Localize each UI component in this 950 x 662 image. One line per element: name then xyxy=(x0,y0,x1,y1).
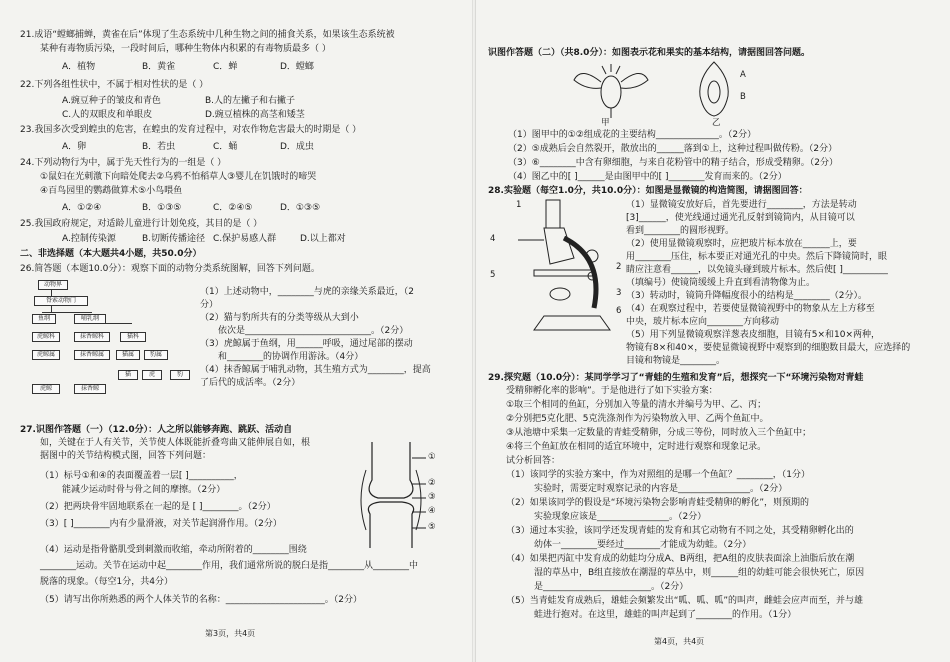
q25-option-b: B.切断传播途径 xyxy=(142,234,206,244)
q24-option-a: A．①②④ xyxy=(62,203,102,213)
microscope-label-5: 5 xyxy=(490,270,496,280)
q28-part5c: 目镜和物镜是________。 xyxy=(626,356,726,366)
animal-classification-tree xyxy=(30,280,200,410)
tree-mammal-class: 哺乳纲 xyxy=(74,314,106,324)
tree-fish-class: 鱼纲 xyxy=(32,314,56,324)
q26-part2b: 依次是____________________________。（2分） xyxy=(218,326,409,336)
q21-option-d: D．螳螂 xyxy=(280,62,314,72)
q25-text: 25.我国政府规定，对适龄儿童进行计划免疫，其目的是（ ） xyxy=(20,219,263,229)
q27-part5: （5）请写出你所熟悉的两个人体关节的名称：______________________。（2分） xyxy=(40,595,362,605)
flower-part1: （1）图甲中的①②组成花的主要结构______________。（2分） xyxy=(508,130,757,140)
q29-answer-3b: 幼体一________要经过________才能成为幼蛙。（2分） xyxy=(534,540,752,550)
q28-part3: （3）转动时，镜筒升降幅度很小的结构是________（2分）。 xyxy=(626,291,867,301)
tree-level1: 脊索动物门 xyxy=(34,296,88,306)
q24-option-c: C．②④⑤ xyxy=(213,203,253,213)
q29-answer-5: （5）当青蛙发育成熟后，雄蛙会频繁发出“呱、呱、呱”的叫声，雌蛙会应声而至，并与雄 xyxy=(506,596,864,606)
q29-answer-1: （1）该同学的实验方案中，作为对照组的是哪一个鱼缸？________，（1分） xyxy=(506,470,810,480)
q27-part1: （1）标号①和④的表面覆盖着一层[ ]__________， xyxy=(40,471,243,481)
q27-part3: （3）[ ]________内有少量滑液，对关节起润滑作用。（2分） xyxy=(40,519,282,529)
q29-text: 29.探究题（10.0分）：某同学学习了“青蛙的生殖和发育”后，想探究一下“环境污染物对青蛙 xyxy=(488,373,864,383)
tree-leopard-genus: 豹属 xyxy=(144,350,168,360)
flower-question-heading: 识图作答题（二）（共8.0分）：如图表示花和果实的基本结构，请据图回答问题。 xyxy=(488,48,810,58)
q29-step-3: ③从池塘中采集一定数量的青蛙受精卵，分成三等份，同时放入三个鱼缸中； xyxy=(506,428,812,438)
q28-part5b: 物镜有8×和40×，要使显微镜视野中观察到的细胞数目最大，应选择的 xyxy=(626,343,911,353)
page-footer-left: 第3页，共4页 xyxy=(205,629,256,638)
q23-text: 23.我国多次受到蝗虫的危害，在蝗虫的发育过程中，对农作物危害最大的时期是（ ） xyxy=(20,125,362,135)
q26-part1b: 分） xyxy=(200,300,219,310)
q28-part2: （2）使用显微镜观察时，应把玻片标本放在______上，要 xyxy=(626,239,857,249)
q23-option-c: C．蛹 xyxy=(213,142,238,152)
q28-part2c: 睛应注意看______，以免镜头碰到玻片标本。然后使[ ]__________ xyxy=(626,265,888,275)
tree-leopard: 豹 xyxy=(170,370,190,380)
q22-text: 22.下列各组性状中，不属于相对性状的是（ ） xyxy=(20,80,209,90)
q28-part4b: 中央，玻片标本应向________方向移动 xyxy=(626,317,780,327)
q29-analysis-label: 试分析回答： xyxy=(506,456,561,466)
tree-cat: 猫 xyxy=(118,370,138,380)
tree-connector xyxy=(51,305,52,312)
microscope-label-1: 1 xyxy=(516,200,522,210)
q27-text-b: 如，关键在于人有关节，关节使人体既能折叠弯曲又能伸展自如，根 xyxy=(40,438,311,448)
q27-part4b: ________运动。关节在运动中起________作用，我们通常所说的脱臼是指________从________中 xyxy=(40,561,419,571)
q28-part2d: （填编号）使镜筒缓缓上升直到看清物像为止。 xyxy=(626,278,816,288)
q26-part3b: 和________的协调作用游泳。（4分） xyxy=(218,352,364,362)
microscope-diagram xyxy=(514,198,624,338)
q26-part1: （1）上述动物中，________与虎的亲缘关系最近，（2 xyxy=(200,287,414,297)
tree-root: 动物界 xyxy=(38,280,68,290)
q24-option-d: D．①③⑤ xyxy=(280,203,321,213)
tree-tiger: 虎 xyxy=(142,370,162,380)
q29-answer-3: （3）通过本实验，该同学还发现青蛙的发育和其它动物有不同之处，其受精卵孵化出的 xyxy=(506,526,854,536)
q27-text-c: 据图中的关节结构模式图，回答下列问题： xyxy=(40,451,212,461)
tree-connector xyxy=(42,312,92,313)
q23-option-b: B．若虫 xyxy=(142,142,176,152)
tree-sperm-whale-family: 抹香鲸科 xyxy=(74,332,110,342)
q24-text: 24.下列动物行为中，属于先天性行为的一组是（ ） xyxy=(20,158,227,168)
q26-part4: （4）抹香鲸属于哺乳动物，其生殖方式为________，提高 xyxy=(200,365,431,375)
figure-label-yi: 乙 xyxy=(712,118,721,128)
q28-part5: （5）用下列显微镜观察洋葱表皮细胞，目镜有5×和10×两种， xyxy=(626,330,880,340)
joint-label-2: ② xyxy=(428,478,436,488)
joint-label-4: ④ xyxy=(428,506,436,516)
page-4 xyxy=(476,0,950,662)
q29-answer-2b: 实验现象应该是________________。（2分） xyxy=(534,512,707,522)
q29-answer-4: （4）如果把丙缸中发育成的幼蛙均分成A、B两组，把A组的皮肤表面涂上油脂后放在潮 xyxy=(506,554,855,564)
q25-option-a: A.控制传染源 xyxy=(62,234,116,244)
q28-part4: （4）在观察过程中，若要使显微镜视野中的物象从左上方移至 xyxy=(626,304,875,314)
q25-option-c: C.保护易感人群 xyxy=(213,234,277,244)
tree-sperm-whale: 抹香鲸 xyxy=(74,384,106,394)
q27-part1b: 能减少运动时骨与骨之间的摩擦。（2分） xyxy=(62,485,226,495)
microscope-label-2: 2 xyxy=(616,262,622,272)
q29-step-1: ①取三个相同的鱼缸，分别加入等量的清水并编号为甲、乙、丙； xyxy=(506,400,767,410)
q27-part2: （2）把两块骨牢固地联系在一起的是 [ ]________。（2分） xyxy=(40,502,276,512)
microscope-label-6: 6 xyxy=(616,306,622,316)
q29-text-b: 受精卵孵化率的影响”。于是他进行了如下实验方案： xyxy=(506,386,718,396)
q21-option-a: A．植物 xyxy=(62,62,96,72)
fruit-label-a: A xyxy=(740,70,746,80)
q25-option-d: D.以上都对 xyxy=(300,234,346,244)
q21-option-c: C．蝉 xyxy=(213,62,238,72)
q29-answer-4c: 是________________________。（2分） xyxy=(534,582,689,592)
q22-option-b: B.人的左撇子和右撇子 xyxy=(205,96,296,106)
tree-orca-family: 虎鲸科 xyxy=(32,332,60,342)
tree-cat-family: 猫科 xyxy=(120,332,146,342)
q24-line-2: ④百鸟园里的鹦鹉做算术⑤小鸟喂鱼 xyxy=(40,186,183,196)
section-2-heading: 二、非选择题（本大题共4小题，共50.0分） xyxy=(20,249,202,259)
q24-line-1: ①鼠妇在光刺激下向暗处爬去②乌鸦不怕稻草人③婴儿在饥饿时的啼哭 xyxy=(40,172,317,182)
q26-part2: （2）猫与豹所共有的分类等级从大到小 xyxy=(200,313,359,323)
q22-option-c: C.人的双眼皮和单眼皮 xyxy=(62,110,153,120)
flower-part4: （4）图乙中的[ ]______是由图甲中的[ ]________发育而来的。（2分） xyxy=(508,172,787,182)
q27-text: 27.识图作答题（一）（12.0分）：人之所以能够奔跑、跳跃、活动自 xyxy=(20,425,293,435)
tree-orca: 虎鲸 xyxy=(32,384,60,394)
joint-label-3: ③ xyxy=(428,492,436,502)
q23-option-a: A．卵 xyxy=(62,142,87,152)
tree-connector xyxy=(90,323,132,324)
page-3 xyxy=(0,0,474,662)
microscope-label-3: 3 xyxy=(616,288,622,298)
tree-sperm-whale-genus: 抹香鲸属 xyxy=(74,350,110,360)
q26-part3: （3）虎鲸属于鱼纲，用______呼吸，通过尾部的摆动 xyxy=(200,339,413,349)
q28-part2b: 用________压住，标本要正对通光孔的中央。然后下降镜筒时，眼 xyxy=(626,252,888,262)
q26-part4b: 了后代的成活率。（2分） xyxy=(200,378,301,388)
q27-part4: （4）运动是指骨骼肌受到刺激而收缩，牵动所附着的________围绕 xyxy=(40,545,307,555)
q22-option-a: A.豌豆种子的皱皮和青色 xyxy=(62,96,161,106)
joint-label-1: ① xyxy=(428,452,436,462)
q28-part1c: 看到________的圆形视野。 xyxy=(626,226,735,236)
q24-option-b: B．①③⑤ xyxy=(142,203,182,213)
q26-text: 26.简答题（本题10.0分）：观察下面的动物分类系统图解，回答下列问题。 xyxy=(20,264,320,274)
flower-diagram xyxy=(566,62,656,118)
flower-part3: （3）⑥________中含有卵细胞，与来自花粉管中的精子结合，形成受精卵。（2分） xyxy=(508,158,839,168)
tree-connector xyxy=(51,289,52,296)
q29-answer-5b: 蛙进行抱对。在这里，雄蛙的叫声起到了________的作用。（1分） xyxy=(534,610,797,620)
q28-part1: （1）显微镜安放好后，首先要进行________，方法是转动 xyxy=(626,200,857,210)
q28-part1b: [3]______，使光线通过通光孔反射到镜筒内，从目镜可以 xyxy=(626,213,855,223)
q21-text: 21.成语“螳螂捕蝉，黄雀在后”体现了生态系统中几种生物之间的捕食关系，如果该生态系统被 xyxy=(20,30,395,40)
q29-answer-4b: 湿的草丛中，B组直接放在潮湿的草丛中，则______组的幼蛙可能会很快死亡，原因 xyxy=(534,568,865,578)
tree-orca-genus: 虎鲸属 xyxy=(32,350,60,360)
microscope-label-4: 4 xyxy=(490,234,496,244)
q29-answer-1b: 实验时，需要定时观察记录的内容是________________。（2分） xyxy=(534,484,788,494)
page-footer-right: 第4页，共4页 xyxy=(654,637,705,646)
tree-cat-genus: 猫属 xyxy=(116,350,140,360)
q29-answer-2: （2）如果该同学的假设是“环境污染物会影响青蛙受精卵的孵化”，则预期的 xyxy=(506,498,810,508)
q21-text-b: 某种有毒物质污染，一段时间后，哪种生物体内积累的有毒物质最多（ ） xyxy=(40,44,331,54)
q27-part4c: 脱落的现象。（每空1分，共4分） xyxy=(40,577,173,587)
joint-label-5: ⑤ xyxy=(428,522,436,532)
fruit-label-b: B xyxy=(740,92,746,102)
q22-option-d: D.豌豆植株的高茎和矮茎 xyxy=(205,110,305,120)
figure-label-jia: 甲 xyxy=(601,118,610,128)
flower-part2: （2）⑤成熟后会自然裂开，散放出的______落到①上，这种过程叫做传粉。（2分） xyxy=(508,144,838,154)
q28-text: 28.实验题（每空1.0分，共10.0分）：如图是显微镜的构造简图，请据图回答： xyxy=(488,186,808,196)
q29-step-2: ②分别把5克化肥、5克洗涤剂作为污染物放入甲、乙两个鱼缸中。 xyxy=(506,414,769,424)
fruit-diagram xyxy=(694,60,734,118)
q29-step-4: ④将三个鱼缸放在相同的适宜环境中，定时进行观察和现象记录。 xyxy=(506,442,767,452)
q21-option-b: B．黄雀 xyxy=(142,62,176,72)
q23-option-d: D．成虫 xyxy=(280,142,314,152)
